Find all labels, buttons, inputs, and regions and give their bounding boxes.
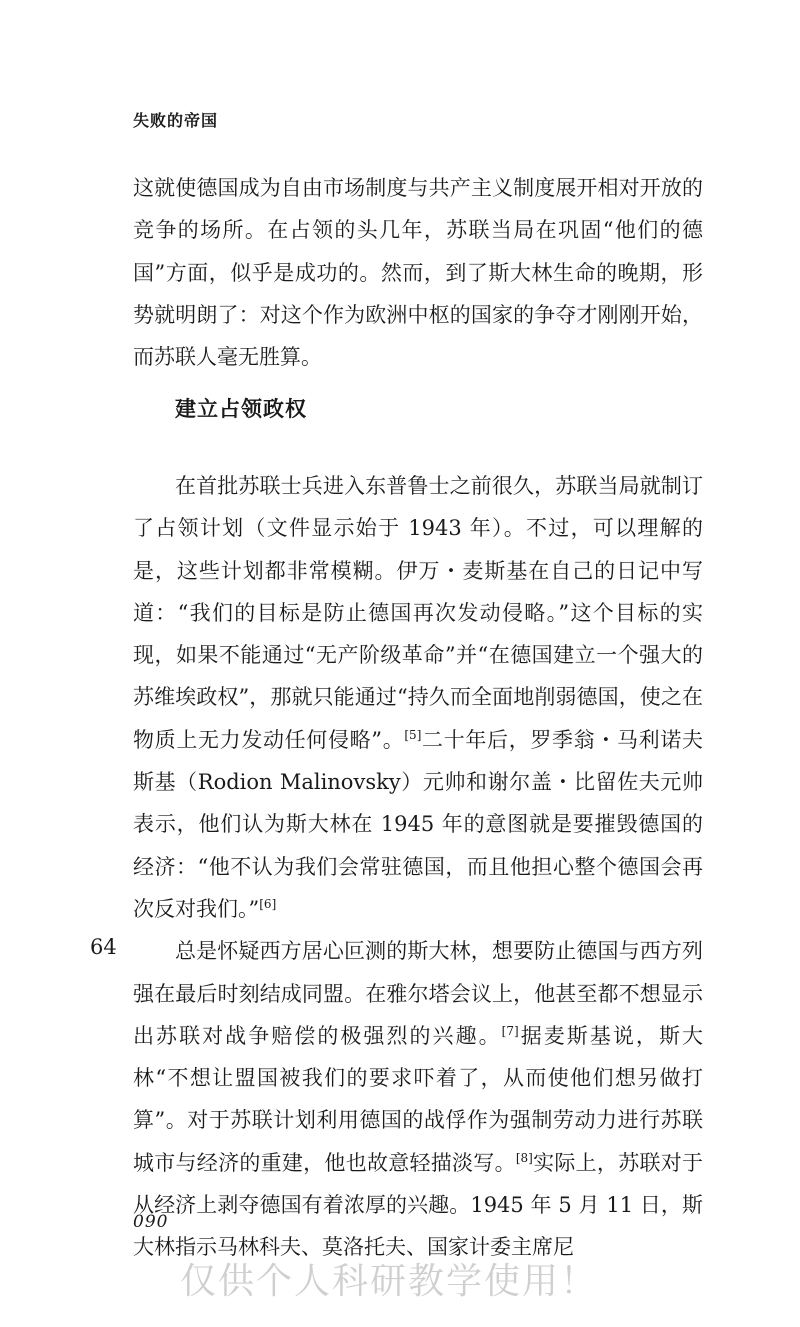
paragraph-2-text-a: 总是怀疑西方居心叵测的斯大林，想要防止德国与西方列强在最后时刻结成同盟。在雅尔塔会议上，他甚至都不想显示出苏联对战争赔偿的极强烈的兴趣。 xyxy=(133,939,703,1048)
intro-paragraph-text: 这就使德国成为自由市场制度与共产主义制度展开相对开放的竞争的场所。在占领的头几年，苏联当局在巩固“他们的德国”方面，似乎是成功的。然而，到了斯大林生命的晚期，形势就明朗了：对这个作为欧洲中枢的国家的争夺才刚刚开始，而苏联人毫无胜算。 xyxy=(133,176,703,370)
intro-paragraph xyxy=(133,167,703,378)
footnote-ref-6: [6] xyxy=(259,896,277,911)
watermark: 仅供个人科研教学使用！ xyxy=(180,1261,599,1302)
section-body xyxy=(133,465,703,1269)
body-paragraph-2 xyxy=(133,930,703,1268)
footnote-ref-7: [7] xyxy=(501,1023,519,1038)
footnote-ref-8: [8] xyxy=(515,1150,533,1165)
paragraph-2-text-b: 据麦斯基说，斯大林“不想让盟国被我们的要求吓着了，从而使他们想另做打算”。对于苏联计划利用德国的战俘作为强制劳动力进行苏联城市与经济的重建，他也故意轻描淡写。 xyxy=(133,1023,704,1175)
footnote-ref-5: [5] xyxy=(404,727,422,742)
section-heading: 建立占领政权 xyxy=(175,396,307,421)
running-header: 失败的帝国 xyxy=(133,111,219,130)
margin-page-reference: 64 xyxy=(90,935,117,959)
paragraph-1-text-a: 在首批苏联士兵进入东普鲁士之前很久，苏联当局就制订了占领计划（文件显示始于 1943 年）。不过，可以理解的是，这些计划都非常模糊。伊万・麦斯基在自己的日记中写道：“我们的目标是防止德国再次发动侵略。”这个目标的实现，如果不能通过“无产阶级革命”并“在德国建立一个强大的苏维埃政权”，那就只能通过“持久而全面地削弱德国，使之在物质上无力发动任何侵略”。 xyxy=(133,474,703,752)
paragraph-1-text-b: 二十年后，罗季翁・马利诺夫斯基（Rodion Malinovsky）元帅和谢尔盖・比留佐夫元帅表示，他们认为斯大林在 1945 年的意图就是要摧毁德国的经济：“他不认为我们会常驻德国，而且他担心整个德国会再次反对我们。” xyxy=(133,727,703,921)
body-paragraph-1 xyxy=(133,465,703,930)
paragraph-2-text-c: 实际上，苏联对于从经济上剥夺德国有着浓厚的兴趣。1945 年 5 月 11 日，斯大林指示马林科夫、莫洛托夫、国家计委主席尼 xyxy=(133,1150,704,1260)
page-number: 090 xyxy=(133,1212,169,1232)
